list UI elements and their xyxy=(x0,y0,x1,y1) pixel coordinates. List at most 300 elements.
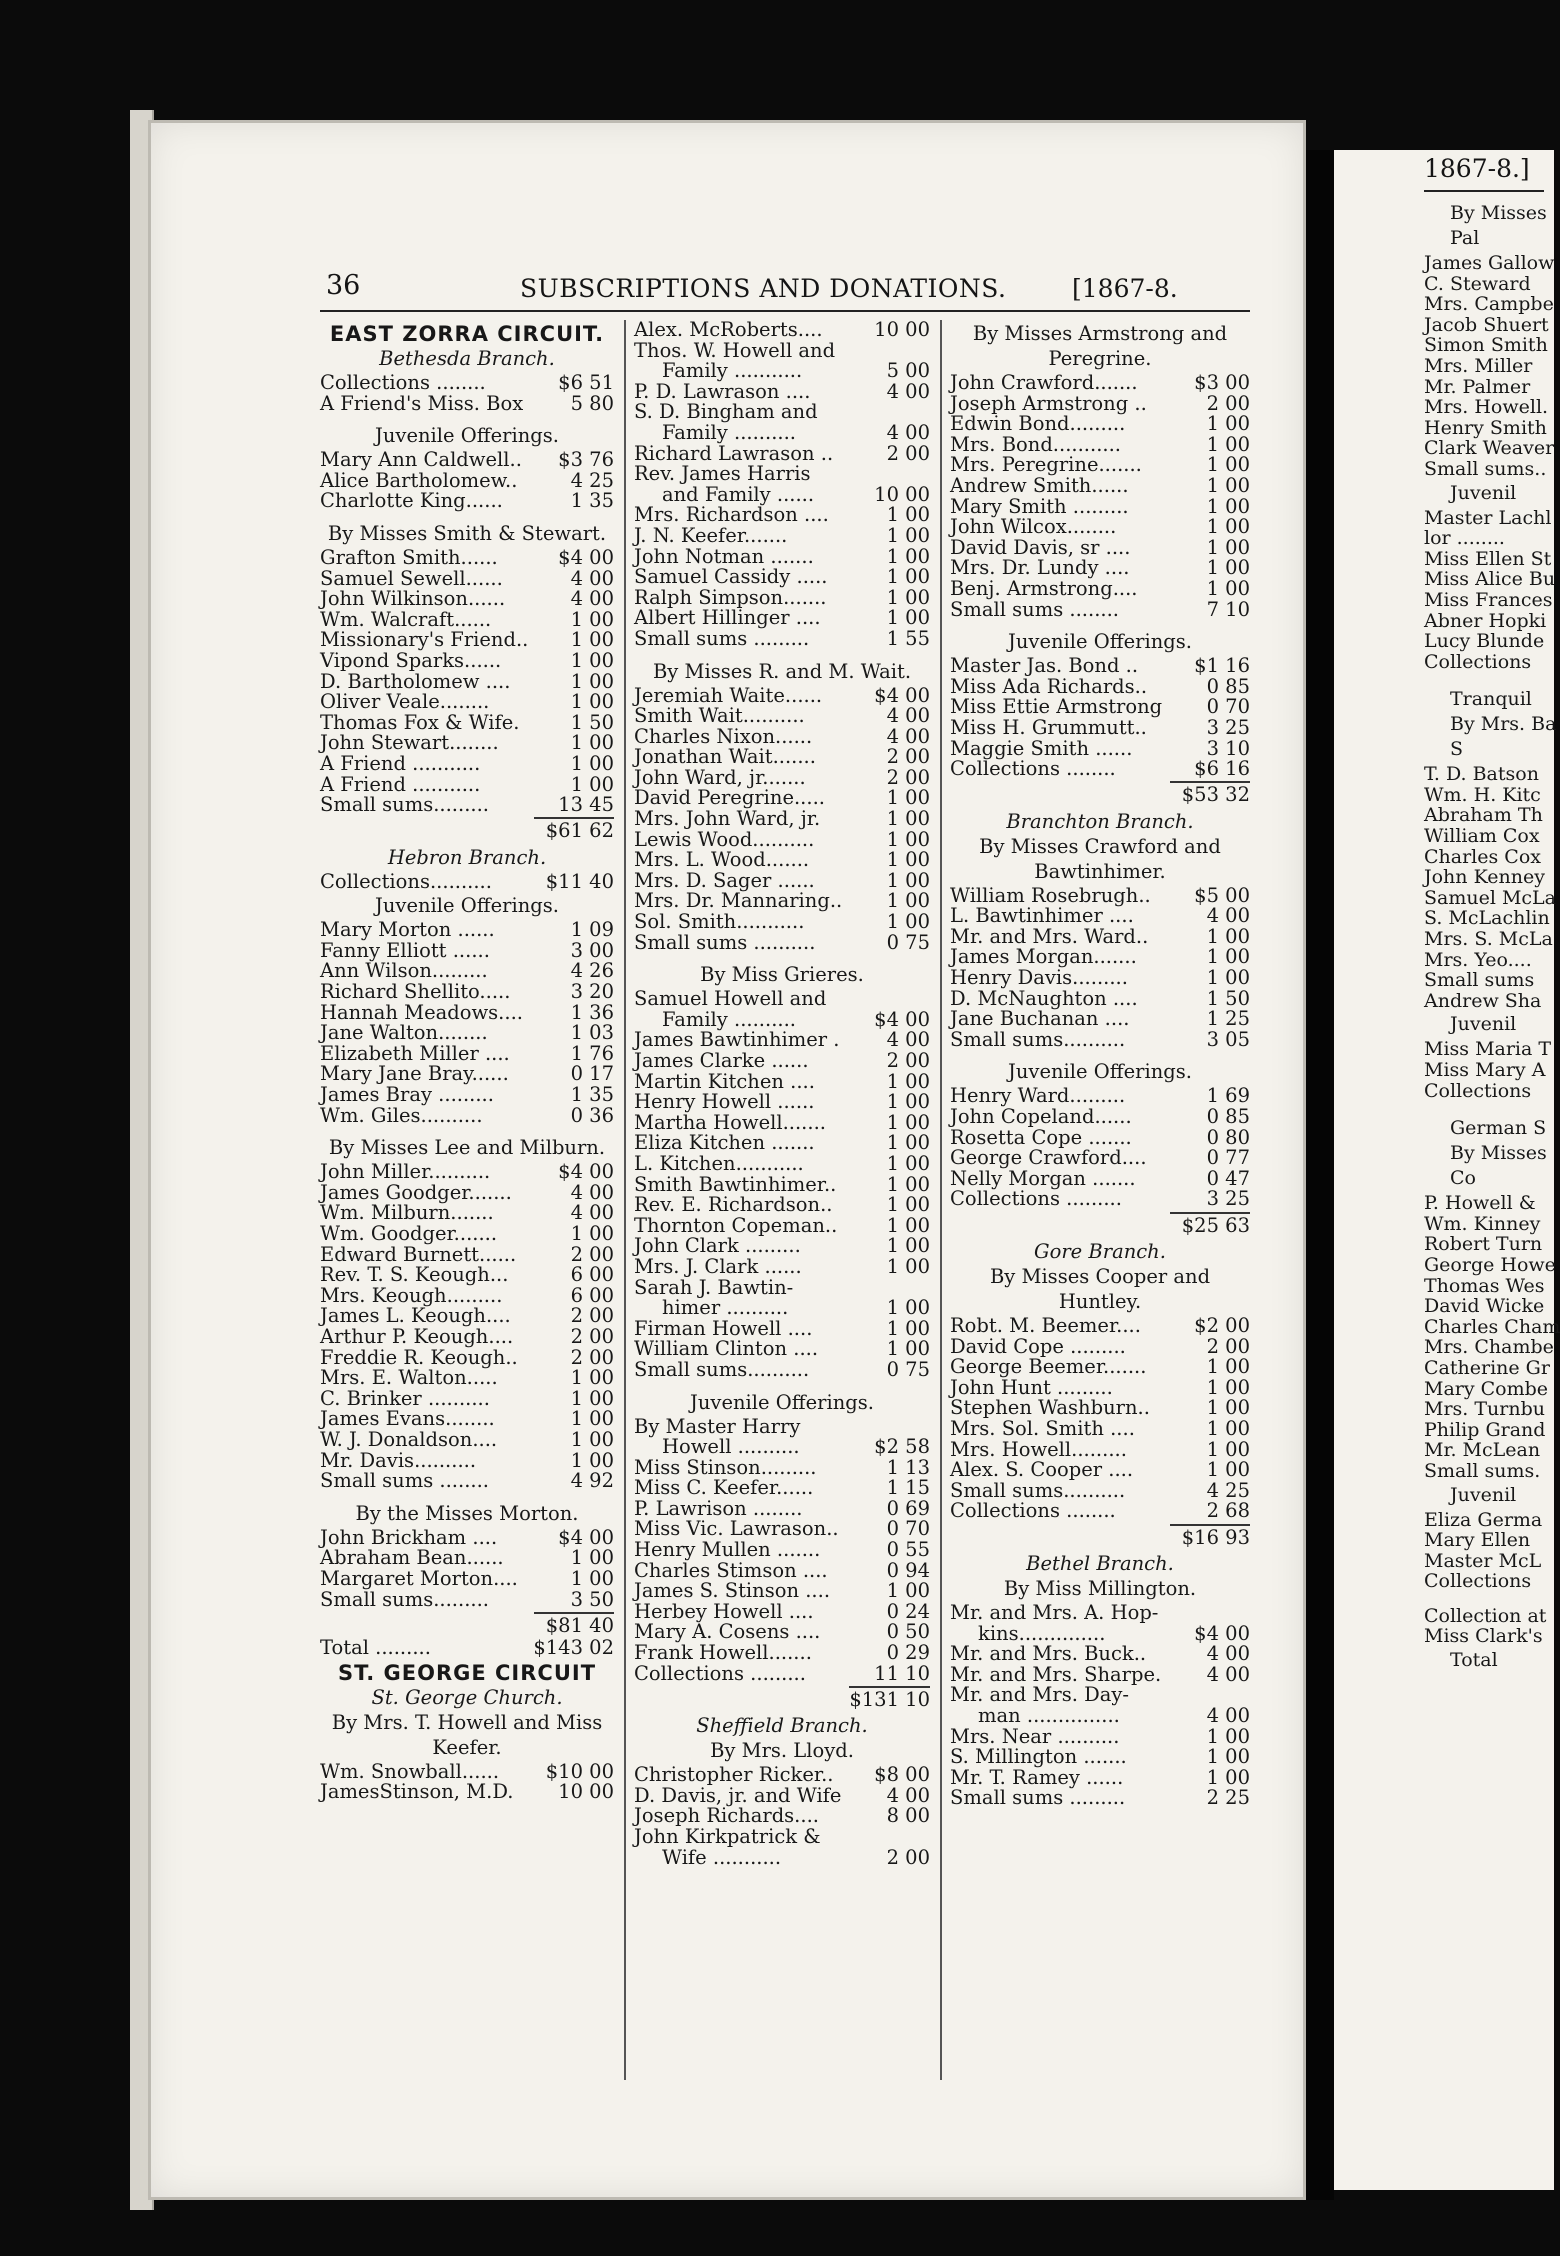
entry-amount: 2 00 xyxy=(570,1242,614,1266)
entry-amount: $2 58 xyxy=(874,1435,930,1459)
entry-row xyxy=(320,607,614,631)
next-page-entry: Miss Mary A xyxy=(1424,1059,1546,1081)
next-page-entry: Mrs. Miller xyxy=(1424,354,1533,377)
entry-row xyxy=(950,697,1250,718)
entry-row xyxy=(634,608,930,629)
entry-amount: $5 00 xyxy=(1194,883,1250,907)
entry-name: George Beemer....... xyxy=(950,1355,1147,1379)
entry-row xyxy=(634,1437,930,1458)
entry-name: Small sums.......... xyxy=(950,1478,1126,1502)
entry-row xyxy=(634,1455,930,1479)
entry-row xyxy=(634,338,930,362)
entry-name: Mary Jane Bray...... xyxy=(320,1062,509,1086)
next-page-heading: Juvenil xyxy=(1450,1013,1517,1036)
entry-name: Sarah J. Bawtin- xyxy=(634,1275,794,1299)
entry-name: Abraham Bean...... xyxy=(320,1546,504,1570)
entry-name: D. Bartholomew .... xyxy=(320,669,511,693)
next-page-entry: Mary Ellen xyxy=(1424,1529,1531,1552)
entry-name: Sol. Smith........... xyxy=(634,910,805,934)
next-page-entry: Mrs. Chambe xyxy=(1424,1336,1554,1359)
entry-name: Small sums.......... xyxy=(634,1357,810,1381)
section-heading: By Misses Armstrong and xyxy=(972,322,1228,345)
entry-row xyxy=(320,982,614,1003)
section-heading: By Misses R. and M. Wait. xyxy=(652,659,912,683)
entry-row xyxy=(320,1324,614,1348)
entry-row xyxy=(634,1339,930,1360)
entry-amount: 1 15 xyxy=(886,1476,930,1500)
branch-heading: Bethel Branch. xyxy=(1026,1551,1174,1575)
header-rule xyxy=(320,310,1250,312)
entry-row xyxy=(320,1162,614,1183)
entry-name: Thos. W. Howell and xyxy=(634,338,836,362)
entry-name: Edward Burnett...... xyxy=(320,1242,517,1266)
spacer xyxy=(320,414,614,422)
next-page-entry: Mrs. Yeo.... xyxy=(1424,948,1532,971)
next-page-entry: Robert Turn xyxy=(1424,1233,1543,1256)
entry-amount: 0 70 xyxy=(1206,695,1250,719)
next-page-entry: Small sums xyxy=(1424,969,1535,992)
entry-amount: 1 00 xyxy=(570,772,614,796)
entry-row xyxy=(634,868,930,892)
entry-name: Mrs. Near .......... xyxy=(950,1724,1120,1748)
entry-amount: 1 00 xyxy=(886,868,930,892)
entry-amount: 3 10 xyxy=(1206,736,1250,760)
section-heading: Peregrine. xyxy=(1048,347,1152,370)
entry-row xyxy=(320,751,614,775)
entry-amount: 0 69 xyxy=(886,1496,930,1520)
entry-row xyxy=(320,1368,614,1389)
entry-row xyxy=(320,1064,614,1085)
entry-name: By Master Harry xyxy=(634,1414,801,1438)
entry-row xyxy=(634,567,930,588)
entry-row xyxy=(320,589,614,610)
entry-name: Howell .......... xyxy=(662,1435,800,1459)
entry-row xyxy=(320,1587,614,1611)
entry-amount: 13 45 xyxy=(558,793,614,817)
entry-row xyxy=(950,494,1250,518)
entry-name: Mrs. Bond........... xyxy=(950,432,1121,456)
entry-name: Miss Vic. Lawrason.. xyxy=(634,1517,839,1541)
subtotal-amount: $25 63 xyxy=(1170,1212,1250,1237)
section-heading: Juvenile Offerings. xyxy=(375,424,559,448)
circuit-heading: EAST ZORRA CIRCUIT. xyxy=(329,322,605,346)
entry-row xyxy=(320,1566,614,1590)
entry-name: Collections ........ xyxy=(950,757,1116,781)
entry-amount: 1 35 xyxy=(570,1083,614,1107)
entry-name: Mr. Davis.......... xyxy=(320,1448,477,1472)
entry-row xyxy=(634,523,930,547)
entry-row xyxy=(634,747,930,768)
entry-amount: 2 68 xyxy=(1206,1499,1250,1523)
entry-amount: 0 47 xyxy=(1206,1166,1250,1190)
entry-name: himer .......... xyxy=(662,1296,789,1320)
entry-row xyxy=(634,912,930,933)
section-heading: By Misses Crawford and xyxy=(979,834,1221,858)
entry-name: Jonathan Wait....... xyxy=(634,745,816,769)
entry-row xyxy=(634,361,930,382)
entry-amount: 4 25 xyxy=(1206,1478,1250,1502)
next-page-entry: Mrs. Turnbu xyxy=(1424,1398,1545,1421)
entry-row xyxy=(634,1643,930,1664)
entry-amount: 1 13 xyxy=(886,1455,930,1479)
entry-name: Mrs. Dr. Mannaring.. xyxy=(634,889,843,913)
entry-amount: 4 00 xyxy=(886,1783,930,1807)
entry-amount: 4 92 xyxy=(570,1469,614,1493)
entry-amount: $1 16 xyxy=(1194,654,1250,678)
entry-name: Miss C. Keefer...... xyxy=(634,1476,814,1500)
entry-name: Henry Howell ...... xyxy=(634,1090,815,1114)
entry-name: Firman Howell .... xyxy=(634,1316,813,1340)
entry-name: Mary A. Cosens .... xyxy=(634,1620,821,1644)
entry-row xyxy=(950,414,1250,435)
entry-amount: 5 80 xyxy=(570,391,614,415)
next-page-entry: Mrs. Howell. xyxy=(1424,396,1549,419)
entry-row xyxy=(950,1107,1250,1128)
section-heading: Bawtinhimer. xyxy=(1034,859,1166,883)
entry-name: John Copeland...... xyxy=(950,1105,1132,1129)
spacer xyxy=(320,1492,614,1500)
entry-row xyxy=(320,1782,614,1803)
entry-row xyxy=(320,669,614,693)
entry-name: D. McNaughton .... xyxy=(950,986,1138,1010)
entry-amount: 1 00 xyxy=(570,751,614,775)
entry-amount: 2 00 xyxy=(570,1345,614,1369)
entry-name: James Goodger....... xyxy=(320,1180,512,1204)
entry-amount: 1 00 xyxy=(886,1254,930,1278)
entry-amount: 4 00 xyxy=(570,566,614,590)
next-page-entry: William Cox xyxy=(1424,825,1540,848)
entry-name: Jane Buchanan .... xyxy=(950,1007,1130,1031)
entry-row xyxy=(634,544,930,568)
entry-amount: 3 25 xyxy=(1206,715,1250,739)
entry-row xyxy=(634,1275,930,1299)
subtotal-row xyxy=(320,816,614,844)
entry-row xyxy=(634,1110,930,1134)
entry-row xyxy=(950,1398,1250,1419)
entry-name: David Cope ......... xyxy=(950,1334,1126,1358)
entry-amount: 6 00 xyxy=(570,1263,614,1287)
entry-name: Alex. McRoberts.... xyxy=(634,318,823,341)
entry-row xyxy=(634,1213,930,1237)
entry-row xyxy=(950,1316,1250,1337)
entry-amount: 1 00 xyxy=(886,1151,930,1175)
entry-amount: 4 00 xyxy=(1206,1642,1250,1666)
entry-amount: 4 00 xyxy=(886,724,930,748)
entry-name: Wife ........... xyxy=(662,1845,782,1869)
entry-name: James S. Stinson .... xyxy=(634,1579,831,1603)
entry-amount: 1 00 xyxy=(570,1566,614,1590)
next-page-entry: S. McLachlin xyxy=(1424,907,1550,930)
next-page-entry: Thomas Wes xyxy=(1424,1274,1545,1297)
entry-amount: 1 00 xyxy=(1206,1765,1250,1789)
entry-row xyxy=(320,1041,614,1065)
entry-amount: 3 50 xyxy=(570,1587,614,1611)
next-page-entry: Mr. McLean xyxy=(1424,1439,1541,1462)
entry-amount: 1 00 xyxy=(570,1427,614,1451)
entry-row xyxy=(320,468,614,492)
entry-amount: 1 00 xyxy=(1206,515,1250,539)
entry-row xyxy=(634,402,930,423)
section-heading: Juvenile Offerings. xyxy=(1008,1060,1192,1084)
section-heading: By Mrs. Lloyd. xyxy=(710,1739,854,1763)
next-page-entry: Collections xyxy=(1424,1079,1532,1102)
entry-amount: 1 00 xyxy=(886,1234,930,1258)
entry-amount: 5 00 xyxy=(886,359,930,383)
entry-name: JamesStinson, M.D. xyxy=(320,1780,514,1804)
entry-name: Mary Smith ......... xyxy=(950,494,1129,518)
entry-row xyxy=(634,1030,930,1051)
entry-row xyxy=(634,989,930,1010)
entry-row xyxy=(634,1069,930,1093)
entry-name: William Rosebrugh.. xyxy=(950,883,1151,907)
entry-amount: 1 00 xyxy=(570,1448,614,1472)
entry-name: Family .......... xyxy=(662,420,796,444)
entry-name: Henry Mullen ....... xyxy=(634,1538,821,1562)
entry-name: A Friend ........... xyxy=(320,772,481,796)
entry-name: Mrs. D. Sager ...... xyxy=(634,868,815,892)
entry-amount: 1 00 xyxy=(1206,556,1250,580)
entry-row xyxy=(950,1765,1250,1789)
entry-row xyxy=(320,1085,614,1106)
entry-name: Andrew Smith...... xyxy=(950,473,1129,497)
next-page-heading: German S xyxy=(1450,1117,1547,1140)
entry-name: D. Davis, jr. and Wife xyxy=(634,1783,842,1807)
next-page-entry: Small sums. xyxy=(1424,1459,1541,1482)
branch-heading: Hebron Branch. xyxy=(387,845,547,869)
entry-amount: 1 00 xyxy=(570,669,614,693)
entry-name: Hannah Meadows.... xyxy=(320,1000,523,1024)
circuit-heading: ST. GEORGE CIRCUIT xyxy=(337,1660,597,1685)
entry-amount: 1 00 xyxy=(886,910,930,934)
entry-row xyxy=(320,1242,614,1266)
entry-row xyxy=(634,1007,930,1031)
subtotal-amount: $81 40 xyxy=(534,1612,614,1637)
entry-row xyxy=(320,1203,614,1224)
entry-amount: 1 35 xyxy=(570,489,614,513)
spacer xyxy=(950,1050,1250,1058)
entry-amount: 1 00 xyxy=(886,807,930,831)
entry-row xyxy=(634,1051,930,1072)
entry-row xyxy=(320,938,614,962)
entry-name: Wm. Giles.......... xyxy=(320,1103,483,1127)
entry-name: Maggie Smith ...... xyxy=(950,736,1133,760)
entry-row xyxy=(950,924,1250,948)
entry-row xyxy=(634,505,930,526)
entry-row xyxy=(634,1478,930,1499)
entry-amount: 1 00 xyxy=(570,628,614,652)
entry-amount: 1 00 xyxy=(570,648,614,672)
page-36 xyxy=(148,120,1306,2200)
entry-row xyxy=(950,373,1250,394)
spacer xyxy=(1424,672,1544,686)
entry-row xyxy=(950,391,1250,415)
column-divider-1 xyxy=(624,320,626,2080)
entry-amount: 4 00 xyxy=(886,1028,930,1052)
entry-row xyxy=(634,1806,930,1827)
entry-row xyxy=(634,809,930,830)
entry-amount: 0 17 xyxy=(570,1062,614,1086)
entry-amount: 2 00 xyxy=(1206,391,1250,415)
next-page-entry: Miss Frances xyxy=(1424,588,1553,611)
entry-amount: $4 00 xyxy=(874,683,930,707)
entry-amount: 10 00 xyxy=(874,318,930,341)
entry-amount: 8 00 xyxy=(886,1804,930,1828)
next-page-heading: By Mrs. Ba xyxy=(1450,713,1557,736)
entry-name: James Bray ......... xyxy=(320,1083,494,1107)
entry-name: Elizabeth Miller .... xyxy=(320,1041,510,1065)
entry-row xyxy=(950,576,1250,600)
entry-row xyxy=(320,1525,614,1549)
entry-row xyxy=(950,1501,1250,1522)
entry-name: Mrs. Howell......... xyxy=(950,1437,1127,1461)
entry-row xyxy=(950,1600,1250,1624)
entry-amount: 1 00 xyxy=(886,544,930,568)
next-page-entry: Catherine Gr xyxy=(1424,1356,1550,1379)
entry-name: John Ward, jr....... xyxy=(634,765,806,789)
entry-name: kins.............. xyxy=(978,1621,1106,1645)
entry-name: Collections.......... xyxy=(320,869,492,893)
section-heading: Juvenile Offerings. xyxy=(690,1390,874,1414)
entry-name: P. D. Lawrason .... xyxy=(634,379,811,403)
column-divider-2 xyxy=(940,320,942,2080)
entry-name: Collections ......... xyxy=(950,1187,1122,1211)
entry-name: Collections ........ xyxy=(950,1499,1116,1523)
entry-name: Henry Davis......... xyxy=(950,966,1128,990)
entry-amount: 1 00 xyxy=(886,1193,930,1217)
entry-name: David Davis, sr .... xyxy=(950,535,1131,559)
next-page-heading: Co xyxy=(1450,1167,1476,1190)
entry-row xyxy=(950,1685,1250,1706)
next-page-entry: Abraham Th xyxy=(1424,804,1543,827)
next-page-heading: By Misses xyxy=(1450,202,1547,224)
entry-name: John Miller.......... xyxy=(320,1160,491,1184)
entry-amount: 1 00 xyxy=(1206,1396,1250,1420)
entry-name: Ralph Simpson....... xyxy=(634,585,827,609)
entry-row xyxy=(320,920,614,941)
subtotal-amount: $53 32 xyxy=(1170,781,1250,806)
spacer xyxy=(1424,1101,1544,1115)
entry-amount: $6 16 xyxy=(1194,757,1250,781)
entry-amount: $8 00 xyxy=(874,1763,930,1787)
page-title: SUBSCRIPTIONS AND DONATIONS. xyxy=(520,274,1007,303)
section-heading: By Mrs. T. Howell and Miss xyxy=(331,1710,603,1734)
entry-row xyxy=(320,1224,614,1245)
next-page-entry: Small sums.. xyxy=(1424,457,1547,480)
entry-amount: 1 00 xyxy=(886,827,930,851)
entry-amount: 1 76 xyxy=(570,1041,614,1065)
entry-name: Samuel Howell and xyxy=(634,987,827,1011)
entry-name: Charles Nixon...... xyxy=(634,724,813,748)
entry-row xyxy=(950,597,1250,621)
entry-row xyxy=(634,1316,930,1340)
entry-name: Mrs. Richardson .... xyxy=(634,503,829,527)
entry-row xyxy=(634,441,930,465)
entry-name: John Wilcox........ xyxy=(950,515,1117,539)
entry-name: W. J. Donaldson.... xyxy=(320,1427,498,1451)
entry-amount: 1 00 xyxy=(1206,1745,1250,1769)
branch-heading: Gore Branch. xyxy=(1034,1240,1166,1263)
entry-name: Master Jas. Bond .. xyxy=(950,654,1139,678)
entry-amount: 1 00 xyxy=(1206,473,1250,497)
entry-amount: 1 00 xyxy=(886,565,930,589)
entry-amount: 4 00 xyxy=(1206,1703,1250,1727)
entry-amount: $4 00 xyxy=(558,1160,614,1184)
entry-row xyxy=(320,1427,614,1451)
entry-amount: 1 00 xyxy=(1206,1458,1250,1482)
next-page-entry: David Wicke xyxy=(1424,1295,1545,1318)
entry-row xyxy=(320,1023,614,1044)
entry-name: Missionary's Friend.. xyxy=(320,628,529,652)
entry-name: Mrs. E. Walton..... xyxy=(320,1366,498,1390)
entry-amount: 2 00 xyxy=(886,765,930,789)
entry-row xyxy=(950,455,1250,476)
section-heading: Keefer. xyxy=(432,1735,502,1759)
entry-amount: 4 00 xyxy=(886,704,930,728)
entry-row xyxy=(634,320,930,341)
entry-name: Freddie R. Keough.. xyxy=(320,1345,518,1369)
entry-name: Miss Ada Richards.. xyxy=(950,674,1148,698)
entry-row xyxy=(950,1027,1250,1051)
entry-amount: 2 00 xyxy=(886,441,930,465)
entry-name: Miss Stinson......... xyxy=(634,1455,817,1479)
spacer xyxy=(950,620,1250,628)
entry-amount: 1 09 xyxy=(570,918,614,942)
entry-amount: 0 85 xyxy=(1206,674,1250,698)
entry-row xyxy=(320,795,614,816)
entry-name: man ............... xyxy=(978,1703,1120,1727)
entry-name: John Stewart........ xyxy=(320,731,499,755)
entry-amount: 1 00 xyxy=(886,1131,930,1155)
entry-row xyxy=(634,850,930,871)
entry-row xyxy=(950,1644,1250,1665)
book-gutter xyxy=(1306,150,1334,2200)
entry-row xyxy=(634,420,930,444)
spacer xyxy=(634,1381,930,1389)
next-page-entry: Mrs. S. McLa xyxy=(1424,928,1553,951)
entry-name: Total ......... xyxy=(320,1636,431,1660)
entry-row xyxy=(320,566,614,590)
entry-amount: $4 00 xyxy=(558,545,614,569)
entry-name: Nelly Morgan ....... xyxy=(950,1166,1136,1190)
entry-row xyxy=(320,1306,614,1327)
entry-amount: 1 00 xyxy=(886,1579,930,1603)
entry-amount: $4 00 xyxy=(558,1525,614,1549)
entry-name: Rosetta Cope ....... xyxy=(950,1125,1132,1149)
entry-amount: 1 00 xyxy=(886,503,930,527)
next-page-entry: Abner Hopki xyxy=(1424,609,1547,632)
entry-amount: $143 02 xyxy=(533,1636,614,1660)
entry-row xyxy=(320,1759,614,1783)
next-page-entry: Samuel McLa xyxy=(1424,886,1556,909)
column-3 xyxy=(950,320,1250,1809)
entry-row xyxy=(950,736,1250,760)
entry-amount: 2 00 xyxy=(886,745,930,769)
entry-name: Mrs. Sol. Smith .... xyxy=(950,1416,1135,1440)
entry-amount: 1 00 xyxy=(886,1213,930,1237)
entry-row xyxy=(950,1189,1250,1210)
entry-row xyxy=(950,1416,1250,1440)
entry-row xyxy=(634,1414,930,1438)
entry-name: Mr. T. Ramey ...... xyxy=(950,1765,1124,1789)
entry-row xyxy=(320,1345,614,1369)
entry-name: Small sums......... xyxy=(320,1587,489,1611)
page-header xyxy=(148,270,1306,310)
entry-name: Alex. S. Cooper .... xyxy=(950,1458,1134,1482)
entry-row xyxy=(950,656,1250,677)
entry-name: Rev. E. Richardson.. xyxy=(634,1193,833,1217)
entry-amount: 1 00 xyxy=(570,731,614,755)
entry-row xyxy=(634,1236,930,1257)
